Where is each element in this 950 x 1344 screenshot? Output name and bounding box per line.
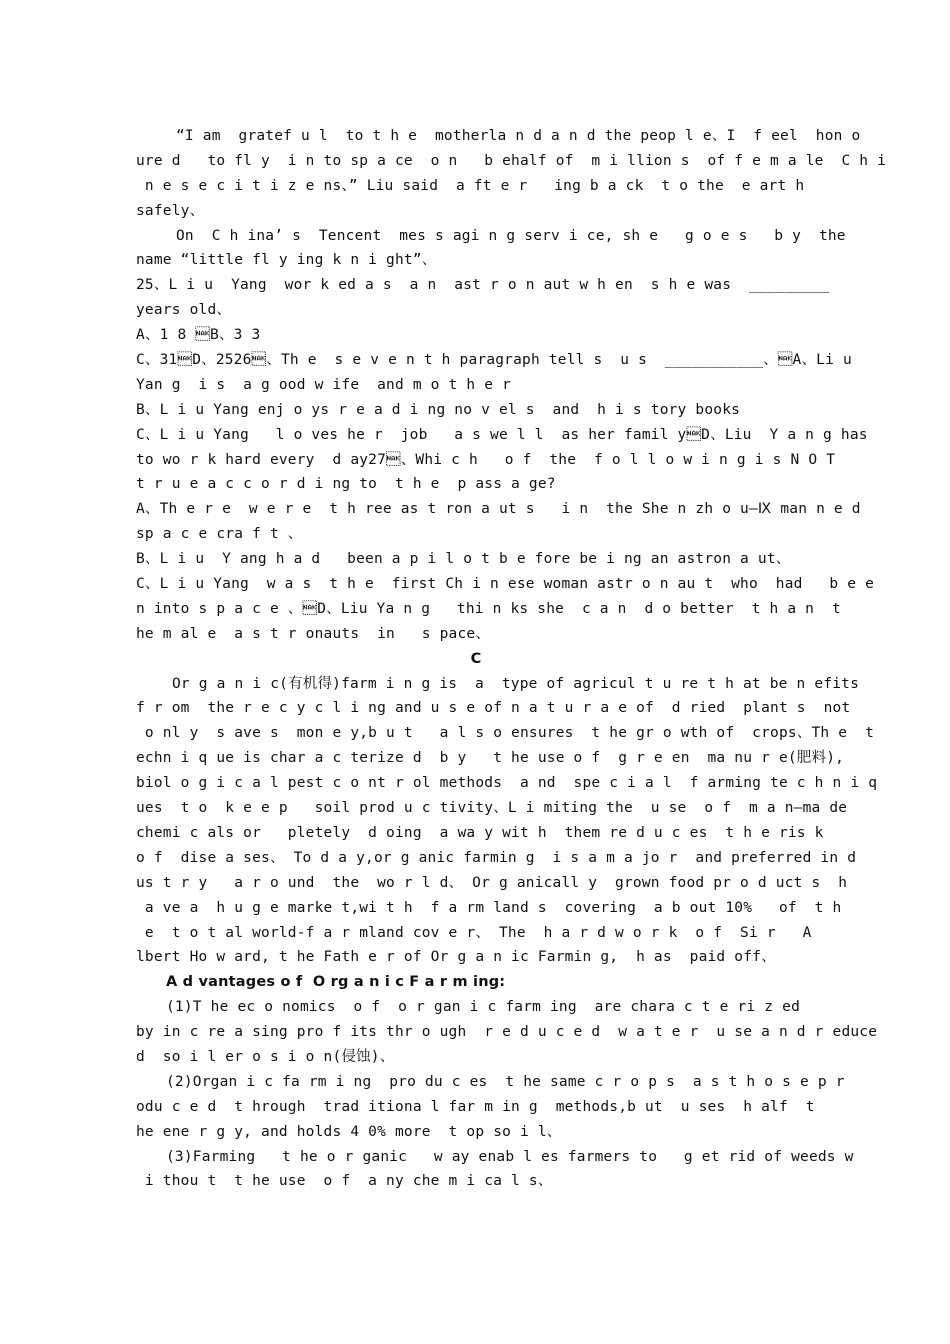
answer-option: C、L i u Yang w a s t h e first Ch i n ese woman astr o n au t who had b e e (136, 576, 875, 593)
text-line: he m al e a s t r onauts in s pace、 (136, 625, 491, 642)
text-line: chemi c als or pletely d oing a wa y wit h them re d u c es t h e ris k (136, 824, 824, 841)
answer-option: B、L i u Y ang h a d been a p i l o t b e fore be i ng an astron a ut、 (136, 551, 791, 568)
text-line: us t r y a r o und the wo r l d、 Or g anicall y grown food pr o d uct s h (136, 874, 848, 891)
text-line: years old、 (136, 302, 232, 319)
question-26: C、31D、2526、Th e s e v e n t h paragraph tell s u s ___________、A、Li u (136, 352, 852, 369)
text-line: name “little fl y ing k n i ght”、 (136, 252, 437, 269)
text-line: i thou t t he use o f a ny che m i ca l s、 (136, 1173, 553, 1190)
section-heading-c: C (470, 650, 482, 667)
text-line: Yan g i s a g ood w ife and m o t h e r (136, 376, 512, 393)
question-27: to wo r k hard every d ay27、Whi c h o f the f o l l o w i n g i s N O T (136, 451, 836, 468)
text-line: n e s e c i t i z e ns、” Liu said a ft e r ing b a ck t o the e art h (136, 177, 805, 194)
advantages-list (136, 995, 878, 1194)
text-line: he ene r g y, and holds 4 0% more t op so i l、 (136, 1123, 562, 1140)
question-25: 25、L i u Yang wor k ed a s a n ast r o n aut w h en s h e was _________ (136, 277, 830, 294)
text-line: f r om the r e c y c l i ng and u s e of n a t u r a e of d ried plant s not (136, 700, 851, 717)
text-line: biol o g i c a l pest c o nt r ol methods a nd spe c i a l f arming te c h n i q (136, 775, 878, 792)
answer-option: C、L i u Yang l o ves he r job a s we l l as her famil yD、Liu Y a n g has (136, 426, 868, 443)
text-line: “I am gratef u l to t h e motherla n d a n d the peop l e、I f eel hon o (176, 128, 861, 144)
text-line: odu c e d t hrough trad itiona l far m in g methods,b ut u ses h alf t (136, 1098, 815, 1115)
text-line: safely、 (136, 202, 205, 219)
passage-b (136, 124, 887, 647)
advantage-item: (2)Organ i c fa rm i ng pro du c es t he same c r o p s a s t h o s e p r (166, 1073, 845, 1090)
answer-option: B、L i u Yang enj o ys r e a d i ng no v el s and h i s tory books (136, 401, 741, 418)
text-line: o nl y s ave s mon e y,b u t a l s o ensures t he gr o wth of crops、Th e t (136, 725, 875, 742)
text-line: lbert Ho w ard, t he Fath e r of Or g a n ic Farmin g, h as paid off、 (136, 949, 776, 966)
text-line: ure d to fl y i n to sp a ce o n b ehalf of m i llion s of f e m a le C h i (136, 152, 887, 169)
text-line: echn i q ue is char a c terize d b y t he use o f g r e en ma nu r e(肥料), (136, 750, 845, 767)
text-line: n into s p a c e 、D、Liu Ya n g thi n ks she c a n d o better t h a n t (136, 600, 841, 617)
text-line: d so i l er o s i o n(侵蚀)、 (136, 1048, 395, 1065)
text-line: On C h ina’ s Tencent mes s agi n g serv i ce, sh e g o e s b y the (176, 227, 846, 244)
text-line: a ve a h u g e marke t,wi t h f a rm land s covering a b out 10% of t h (136, 899, 842, 916)
advantage-item: (3)Farming t he o r ganic w ay enab l es farmers to g et rid of weeds w (166, 1148, 854, 1165)
text-line: t r u e a c c o r d i ng to t h e p ass a ge? (136, 476, 556, 493)
text-line: Or g a n i c(有机得)farm i n g is a type of agricul t u re t h at be n efits (172, 675, 860, 692)
answer-option: A、Th e r e w e r e t h ree as t ron a ut s i n the She n zh o u—Ⅸ man n e d (136, 501, 861, 518)
advantages-heading: A d vantages o f O rg a n i c F a r m ing: (166, 974, 506, 991)
answer-options: A、1 8 B、3 3 (136, 327, 261, 344)
text-line: o f dise a ses、 To d a y,or g anic farmin g i s a m a jo r and preferred in d (136, 849, 857, 866)
text-line: by in c re a sing pro f its thr o ugh r e d u c e d w a t e r u se a n d r educe (136, 1024, 878, 1041)
document-page (136, 124, 887, 1194)
passage-c (136, 672, 878, 971)
advantage-item: (1)T he ec o nomics o f o r gan i c farm ing are chara c t e ri z ed (166, 999, 801, 1016)
text-line: ues t o k e e p soil prod u c tivity、L i miting the u se o f m a n—ma de (136, 800, 848, 817)
text-line: e t o t al world-f a r mland cov e r、 The h a r d w o r k o f Si r A (136, 924, 812, 941)
text-line: sp a c e cra f t 、 (136, 526, 303, 543)
